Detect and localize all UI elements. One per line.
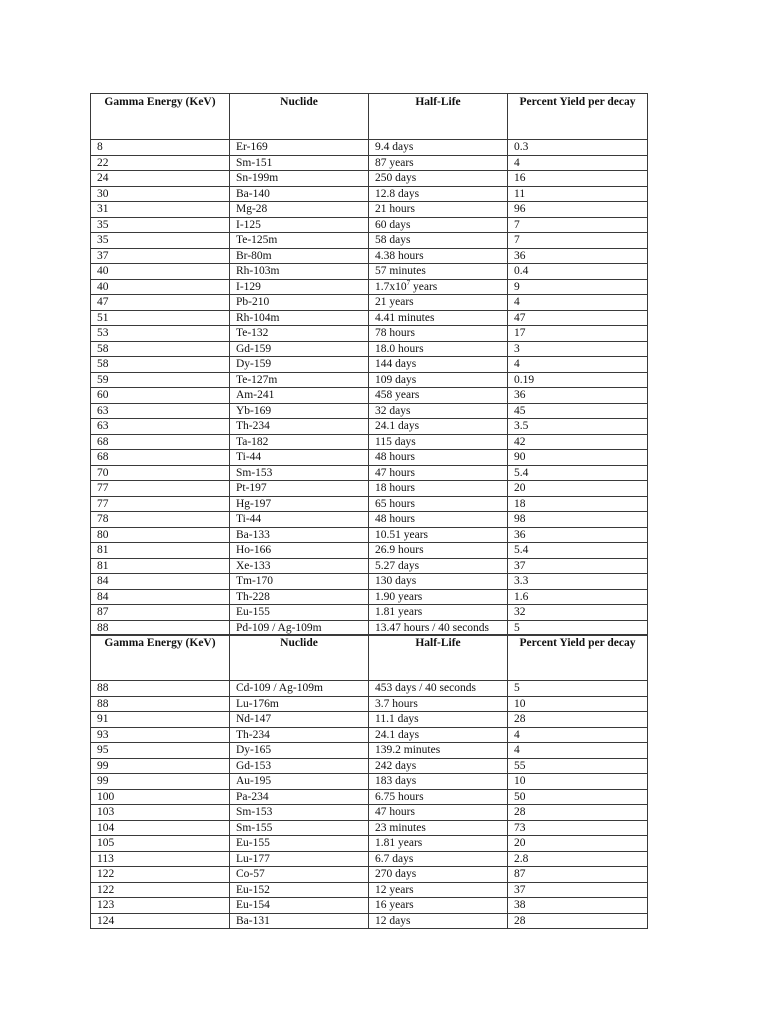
cell-half-life: 242 days xyxy=(369,758,508,774)
table-row xyxy=(91,589,648,605)
cell-nuclide: Hg-197 xyxy=(230,496,369,512)
table-row xyxy=(91,558,648,574)
table-row xyxy=(91,434,648,450)
table-row xyxy=(91,527,648,543)
table-row xyxy=(91,758,648,774)
cell-half-life: 16 years xyxy=(369,898,508,914)
cell-half-life: 18 hours xyxy=(369,481,508,497)
table-row xyxy=(91,155,648,171)
cell-gamma-energy: 122 xyxy=(91,882,230,898)
cell-nuclide: Er-169 xyxy=(230,140,369,156)
cell-percent-yield: 36 xyxy=(508,248,648,264)
cell-nuclide: Pb-210 xyxy=(230,295,369,311)
cell-gamma-energy: 104 xyxy=(91,820,230,836)
cell-half-life: 21 hours xyxy=(369,202,508,218)
cell-percent-yield: 7 xyxy=(508,217,648,233)
cell-gamma-energy: 58 xyxy=(91,357,230,373)
cell-gamma-energy: 68 xyxy=(91,450,230,466)
cell-percent-yield: 0.19 xyxy=(508,372,648,388)
cell-percent-yield: 0.4 xyxy=(508,264,648,280)
cell-percent-yield: 55 xyxy=(508,758,648,774)
cell-percent-yield: 32 xyxy=(508,605,648,621)
cell-percent-yield: 4 xyxy=(508,155,648,171)
cell-half-life: 1.81 years xyxy=(369,836,508,852)
cell-nuclide: Cd-109 / Ag-109m xyxy=(230,681,369,697)
cell-nuclide: Th-228 xyxy=(230,589,369,605)
cell-nuclide: Co-57 xyxy=(230,867,369,883)
cell-gamma-energy: 77 xyxy=(91,496,230,512)
table-row xyxy=(91,202,648,218)
cell-gamma-energy: 24 xyxy=(91,171,230,187)
cell-percent-yield: 4 xyxy=(508,295,648,311)
cell-percent-yield: 10 xyxy=(508,696,648,712)
cell-gamma-energy: 103 xyxy=(91,805,230,821)
cell-nuclide: Rh-104m xyxy=(230,310,369,326)
cell-percent-yield: 5.4 xyxy=(508,543,648,559)
cell-gamma-energy: 100 xyxy=(91,789,230,805)
cell-half-life: 4.38 hours xyxy=(369,248,508,264)
cell-percent-yield: 37 xyxy=(508,558,648,574)
table-row xyxy=(91,233,648,249)
cell-percent-yield: 20 xyxy=(508,836,648,852)
cell-percent-yield: 3.5 xyxy=(508,419,648,435)
cell-half-life: 48 hours xyxy=(369,450,508,466)
table-row xyxy=(91,140,648,156)
cell-half-life: 5.27 days xyxy=(369,558,508,574)
cell-percent-yield: 3 xyxy=(508,341,648,357)
table-row xyxy=(91,450,648,466)
cell-nuclide: Sn-199m xyxy=(230,171,369,187)
table-row xyxy=(91,867,648,883)
cell-gamma-energy: 88 xyxy=(91,696,230,712)
cell-nuclide: Lu-176m xyxy=(230,696,369,712)
cell-percent-yield: 4 xyxy=(508,727,648,743)
cell-gamma-energy: 63 xyxy=(91,419,230,435)
table-row xyxy=(91,913,648,929)
cell-half-life: 10.51 years xyxy=(369,527,508,543)
cell-nuclide: Th-234 xyxy=(230,727,369,743)
cell-gamma-energy: 87 xyxy=(91,605,230,621)
cell-percent-yield: 17 xyxy=(508,326,648,342)
cell-nuclide: Ba-133 xyxy=(230,527,369,543)
table-row xyxy=(91,774,648,790)
table-row xyxy=(91,481,648,497)
cell-nuclide: Ti-44 xyxy=(230,450,369,466)
header-half-life: Half-Life xyxy=(369,635,508,681)
cell-gamma-energy: 105 xyxy=(91,836,230,852)
cell-gamma-energy: 47 xyxy=(91,295,230,311)
cell-nuclide: Dy-159 xyxy=(230,357,369,373)
cell-half-life: 458 years xyxy=(369,388,508,404)
header-percent-yield: Percent Yield per decay xyxy=(508,94,648,140)
cell-nuclide: Eu-155 xyxy=(230,605,369,621)
cell-nuclide: Eu-154 xyxy=(230,898,369,914)
cell-nuclide: Yb-169 xyxy=(230,403,369,419)
cell-nuclide: Sm-151 xyxy=(230,155,369,171)
table-row xyxy=(91,696,648,712)
cell-nuclide: Gd-153 xyxy=(230,758,369,774)
cell-nuclide: Ta-182 xyxy=(230,434,369,450)
cell-percent-yield: 98 xyxy=(508,512,648,528)
cell-half-life: 57 minutes xyxy=(369,264,508,280)
cell-half-life: 18.0 hours xyxy=(369,341,508,357)
cell-gamma-energy: 35 xyxy=(91,233,230,249)
table-header-row xyxy=(91,94,648,140)
cell-half-life: 12.8 days xyxy=(369,186,508,202)
cell-nuclide: Eu-152 xyxy=(230,882,369,898)
cell-gamma-energy: 35 xyxy=(91,217,230,233)
cell-half-life: 32 days xyxy=(369,403,508,419)
cell-half-life: 24.1 days xyxy=(369,419,508,435)
cell-gamma-energy: 37 xyxy=(91,248,230,264)
header-gamma-energy: Gamma Energy (KeV) xyxy=(91,635,230,681)
half-life-exponent: 7 xyxy=(406,279,411,287)
table-row xyxy=(91,820,648,836)
cell-nuclide: Te-132 xyxy=(230,326,369,342)
table-row xyxy=(91,789,648,805)
cell-gamma-energy: 30 xyxy=(91,186,230,202)
cell-percent-yield: 5 xyxy=(508,620,648,636)
table-row xyxy=(91,574,648,590)
cell-half-life: 23 minutes xyxy=(369,820,508,836)
cell-gamma-energy: 88 xyxy=(91,620,230,636)
cell-gamma-energy: 93 xyxy=(91,727,230,743)
cell-nuclide: Eu-155 xyxy=(230,836,369,852)
cell-percent-yield: 4 xyxy=(508,743,648,759)
table-row xyxy=(91,248,648,264)
cell-percent-yield: 47 xyxy=(508,310,648,326)
table-row xyxy=(91,217,648,233)
cell-gamma-energy: 60 xyxy=(91,388,230,404)
cell-nuclide: Sm-155 xyxy=(230,820,369,836)
cell-percent-yield: 9 xyxy=(508,279,648,295)
header-nuclide: Nuclide xyxy=(230,94,369,140)
cell-nuclide: I-129 xyxy=(230,279,369,295)
table-row xyxy=(91,727,648,743)
cell-half-life: 9.4 days xyxy=(369,140,508,156)
cell-nuclide: Xe-133 xyxy=(230,558,369,574)
header-nuclide: Nuclide xyxy=(230,635,369,681)
cell-gamma-energy: 99 xyxy=(91,758,230,774)
cell-gamma-energy: 31 xyxy=(91,202,230,218)
half-life-unit: years xyxy=(410,280,438,293)
table-row xyxy=(91,512,648,528)
cell-gamma-energy: 51 xyxy=(91,310,230,326)
table-row xyxy=(91,419,648,435)
cell-nuclide: Nd-147 xyxy=(230,712,369,728)
gamma-table-top xyxy=(90,93,648,636)
cell-half-life: 58 days xyxy=(369,233,508,249)
cell-half-life: 48 hours xyxy=(369,512,508,528)
cell-half-life: 139.2 minutes xyxy=(369,743,508,759)
cell-nuclide: Am-241 xyxy=(230,388,369,404)
cell-percent-yield: 1.6 xyxy=(508,589,648,605)
cell-percent-yield: 50 xyxy=(508,789,648,805)
cell-percent-yield: 3.3 xyxy=(508,574,648,590)
cell-half-life: 109 days xyxy=(369,372,508,388)
header-half-life: Half-Life xyxy=(369,94,508,140)
cell-percent-yield: 36 xyxy=(508,388,648,404)
table-row xyxy=(91,543,648,559)
cell-half-life: 1.90 years xyxy=(369,589,508,605)
table-row xyxy=(91,171,648,187)
cell-nuclide: Sm-153 xyxy=(230,805,369,821)
cell-half-life: 12 days xyxy=(369,913,508,929)
cell-half-life: 270 days xyxy=(369,867,508,883)
table-row xyxy=(91,341,648,357)
table-row xyxy=(91,851,648,867)
cell-half-life: 250 days xyxy=(369,171,508,187)
cell-gamma-energy: 40 xyxy=(91,264,230,280)
cell-half-life: 130 days xyxy=(369,574,508,590)
cell-nuclide: Ti-44 xyxy=(230,512,369,528)
cell-gamma-energy: 78 xyxy=(91,512,230,528)
cell-gamma-energy: 122 xyxy=(91,867,230,883)
table-row xyxy=(91,357,648,373)
cell-nuclide: Tm-170 xyxy=(230,574,369,590)
cell-nuclide: Au-195 xyxy=(230,774,369,790)
table-row xyxy=(91,279,648,295)
table-row xyxy=(91,882,648,898)
cell-half-life: 13.47 hours / 40 seconds xyxy=(369,620,508,636)
cell-nuclide: Pt-197 xyxy=(230,481,369,497)
cell-half-life xyxy=(369,279,508,295)
cell-half-life: 11.1 days xyxy=(369,712,508,728)
cell-nuclide: Mg-28 xyxy=(230,202,369,218)
cell-nuclide: Pa-234 xyxy=(230,789,369,805)
cell-gamma-energy: 88 xyxy=(91,681,230,697)
cell-half-life: 47 hours xyxy=(369,805,508,821)
table-row xyxy=(91,605,648,621)
cell-half-life: 6.7 days xyxy=(369,851,508,867)
table-row xyxy=(91,403,648,419)
table-row xyxy=(91,836,648,852)
cell-percent-yield: 28 xyxy=(508,712,648,728)
table-row xyxy=(91,681,648,697)
cell-percent-yield: 4 xyxy=(508,357,648,373)
cell-nuclide: Ba-131 xyxy=(230,913,369,929)
cell-percent-yield: 5 xyxy=(508,681,648,697)
cell-percent-yield: 45 xyxy=(508,403,648,419)
cell-percent-yield: 11 xyxy=(508,186,648,202)
cell-percent-yield: 5.4 xyxy=(508,465,648,481)
cell-half-life: 3.7 hours xyxy=(369,696,508,712)
cell-half-life: 65 hours xyxy=(369,496,508,512)
cell-gamma-energy: 63 xyxy=(91,403,230,419)
cell-percent-yield: 38 xyxy=(508,898,648,914)
gamma-table-bottom xyxy=(90,634,648,929)
half-life-base: 1.7x10 xyxy=(375,280,407,293)
cell-half-life: 47 hours xyxy=(369,465,508,481)
cell-nuclide: Dy-165 xyxy=(230,743,369,759)
cell-gamma-energy: 40 xyxy=(91,279,230,295)
cell-gamma-energy: 22 xyxy=(91,155,230,171)
table-row xyxy=(91,712,648,728)
cell-nuclide: Rh-103m xyxy=(230,264,369,280)
cell-nuclide: Sm-153 xyxy=(230,465,369,481)
cell-half-life: 78 hours xyxy=(369,326,508,342)
cell-nuclide: Ho-166 xyxy=(230,543,369,559)
cell-half-life: 1.81 years xyxy=(369,605,508,621)
table-row xyxy=(91,805,648,821)
table-row xyxy=(91,898,648,914)
cell-percent-yield: 87 xyxy=(508,867,648,883)
cell-half-life: 115 days xyxy=(369,434,508,450)
cell-half-life: 453 days / 40 seconds xyxy=(369,681,508,697)
cell-half-life: 183 days xyxy=(369,774,508,790)
table-row xyxy=(91,465,648,481)
cell-percent-yield: 16 xyxy=(508,171,648,187)
cell-gamma-energy: 84 xyxy=(91,589,230,605)
cell-percent-yield: 37 xyxy=(508,882,648,898)
cell-percent-yield: 28 xyxy=(508,913,648,929)
cell-percent-yield: 2.8 xyxy=(508,851,648,867)
header-gamma-energy: Gamma Energy (KeV) xyxy=(91,94,230,140)
cell-half-life: 60 days xyxy=(369,217,508,233)
cell-gamma-energy: 124 xyxy=(91,913,230,929)
cell-gamma-energy: 95 xyxy=(91,743,230,759)
cell-half-life: 144 days xyxy=(369,357,508,373)
table-row xyxy=(91,743,648,759)
cell-percent-yield: 18 xyxy=(508,496,648,512)
cell-gamma-energy: 113 xyxy=(91,851,230,867)
cell-nuclide: Lu-177 xyxy=(230,851,369,867)
table-header-row xyxy=(91,635,648,681)
cell-percent-yield: 20 xyxy=(508,481,648,497)
table-row xyxy=(91,388,648,404)
table-row xyxy=(91,310,648,326)
cell-percent-yield: 42 xyxy=(508,434,648,450)
cell-gamma-energy: 91 xyxy=(91,712,230,728)
cell-gamma-energy: 99 xyxy=(91,774,230,790)
table-row xyxy=(91,372,648,388)
table-row xyxy=(91,326,648,342)
cell-percent-yield: 90 xyxy=(508,450,648,466)
cell-half-life: 26.9 hours xyxy=(369,543,508,559)
cell-nuclide: Gd-159 xyxy=(230,341,369,357)
cell-gamma-energy: 84 xyxy=(91,574,230,590)
table-row xyxy=(91,186,648,202)
cell-gamma-energy: 81 xyxy=(91,558,230,574)
cell-percent-yield: 28 xyxy=(508,805,648,821)
cell-gamma-energy: 123 xyxy=(91,898,230,914)
cell-gamma-energy: 80 xyxy=(91,527,230,543)
cell-percent-yield: 36 xyxy=(508,527,648,543)
cell-percent-yield: 96 xyxy=(508,202,648,218)
cell-half-life: 21 years xyxy=(369,295,508,311)
cell-gamma-energy: 59 xyxy=(91,372,230,388)
cell-gamma-energy: 81 xyxy=(91,543,230,559)
cell-nuclide: Te-127m xyxy=(230,372,369,388)
table-row xyxy=(91,496,648,512)
cell-gamma-energy: 58 xyxy=(91,341,230,357)
cell-nuclide: Br-80m xyxy=(230,248,369,264)
cell-nuclide: Th-234 xyxy=(230,419,369,435)
cell-percent-yield: 73 xyxy=(508,820,648,836)
cell-half-life: 12 years xyxy=(369,882,508,898)
cell-percent-yield: 7 xyxy=(508,233,648,249)
cell-gamma-energy: 68 xyxy=(91,434,230,450)
cell-percent-yield: 0.3 xyxy=(508,140,648,156)
cell-gamma-energy: 70 xyxy=(91,465,230,481)
cell-gamma-energy: 8 xyxy=(91,140,230,156)
table-row xyxy=(91,264,648,280)
cell-half-life: 24.1 days xyxy=(369,727,508,743)
cell-half-life: 87 years xyxy=(369,155,508,171)
cell-gamma-energy: 53 xyxy=(91,326,230,342)
cell-nuclide: I-125 xyxy=(230,217,369,233)
cell-gamma-energy: 77 xyxy=(91,481,230,497)
cell-half-life: 6.75 hours xyxy=(369,789,508,805)
cell-nuclide: Ba-140 xyxy=(230,186,369,202)
header-percent-yield: Percent Yield per decay xyxy=(508,635,648,681)
cell-half-life: 4.41 minutes xyxy=(369,310,508,326)
cell-percent-yield: 10 xyxy=(508,774,648,790)
table-row xyxy=(91,295,648,311)
cell-nuclide: Pd-109 / Ag-109m xyxy=(230,620,369,636)
cell-nuclide: Te-125m xyxy=(230,233,369,249)
